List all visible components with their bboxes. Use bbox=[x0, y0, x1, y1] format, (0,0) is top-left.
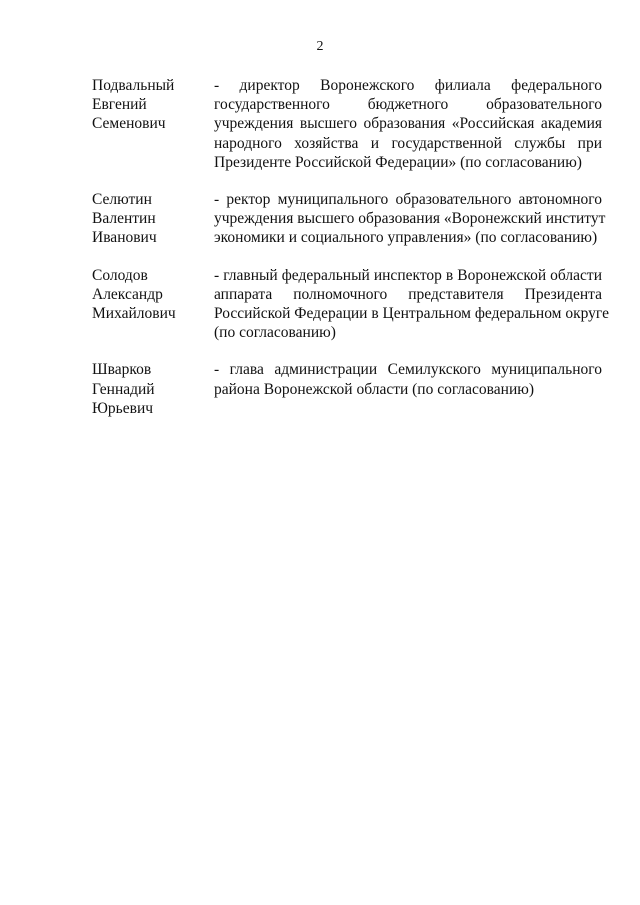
member-position bbox=[214, 360, 602, 398]
position-line: учреждения высшего образования «Российская академия bbox=[214, 115, 602, 133]
position-line: района Воронежской области (по согласованию) bbox=[214, 380, 534, 398]
member-entry bbox=[92, 266, 609, 343]
position-line: учреждения высшего образования «Воронежский институт bbox=[214, 210, 606, 228]
member-position bbox=[214, 266, 609, 343]
member-entry bbox=[92, 190, 606, 248]
member-position bbox=[214, 190, 606, 248]
position-line: народного хозяйства и государственной службы при bbox=[214, 134, 602, 152]
patronymic: Михайлович bbox=[92, 305, 176, 323]
member-name bbox=[92, 190, 214, 248]
position-line: - директор Воронежского филиала федерального bbox=[214, 77, 602, 94]
member-position bbox=[214, 76, 602, 172]
position-line: экономики и социального управления» (по согласованию) bbox=[214, 229, 598, 247]
position-line: аппарата полномочного представителя Президента bbox=[214, 285, 602, 303]
patronymic: Иванович bbox=[92, 229, 157, 247]
first-name: Геннадий bbox=[92, 380, 155, 398]
position-line: государственного бюджетного образовательного bbox=[214, 96, 602, 114]
surname: Солодов bbox=[92, 266, 148, 284]
member-entry bbox=[92, 76, 602, 172]
position-line: - глава администрации Семилукского муниципального bbox=[214, 361, 602, 379]
patronymic: Юрьевич bbox=[92, 399, 154, 417]
first-name: Александр bbox=[92, 285, 163, 303]
position-line: - главный федеральный инспектор в Воронежской области bbox=[214, 266, 602, 284]
position-line: - ректор муниципального образовательного автономного bbox=[214, 191, 602, 209]
member-name bbox=[92, 360, 214, 418]
position-line: Российской Федерации в Центральном федеральном округе bbox=[214, 305, 609, 323]
page-number: 2 bbox=[316, 39, 324, 54]
surname: Подвальный bbox=[92, 77, 175, 94]
position-line: (по согласованию) bbox=[214, 324, 336, 342]
first-name: Евгений bbox=[92, 96, 147, 114]
surname: Селютин bbox=[92, 191, 152, 209]
member-name bbox=[92, 76, 214, 134]
member-entry bbox=[92, 360, 602, 418]
first-name: Валентин bbox=[92, 210, 156, 228]
member-list bbox=[92, 76, 609, 418]
member-name bbox=[92, 266, 214, 324]
position-line: Президенте Российской Федерации» (по согласованию) bbox=[214, 153, 582, 171]
patronymic: Семенович bbox=[92, 115, 166, 133]
surname: Шварков bbox=[92, 361, 152, 379]
